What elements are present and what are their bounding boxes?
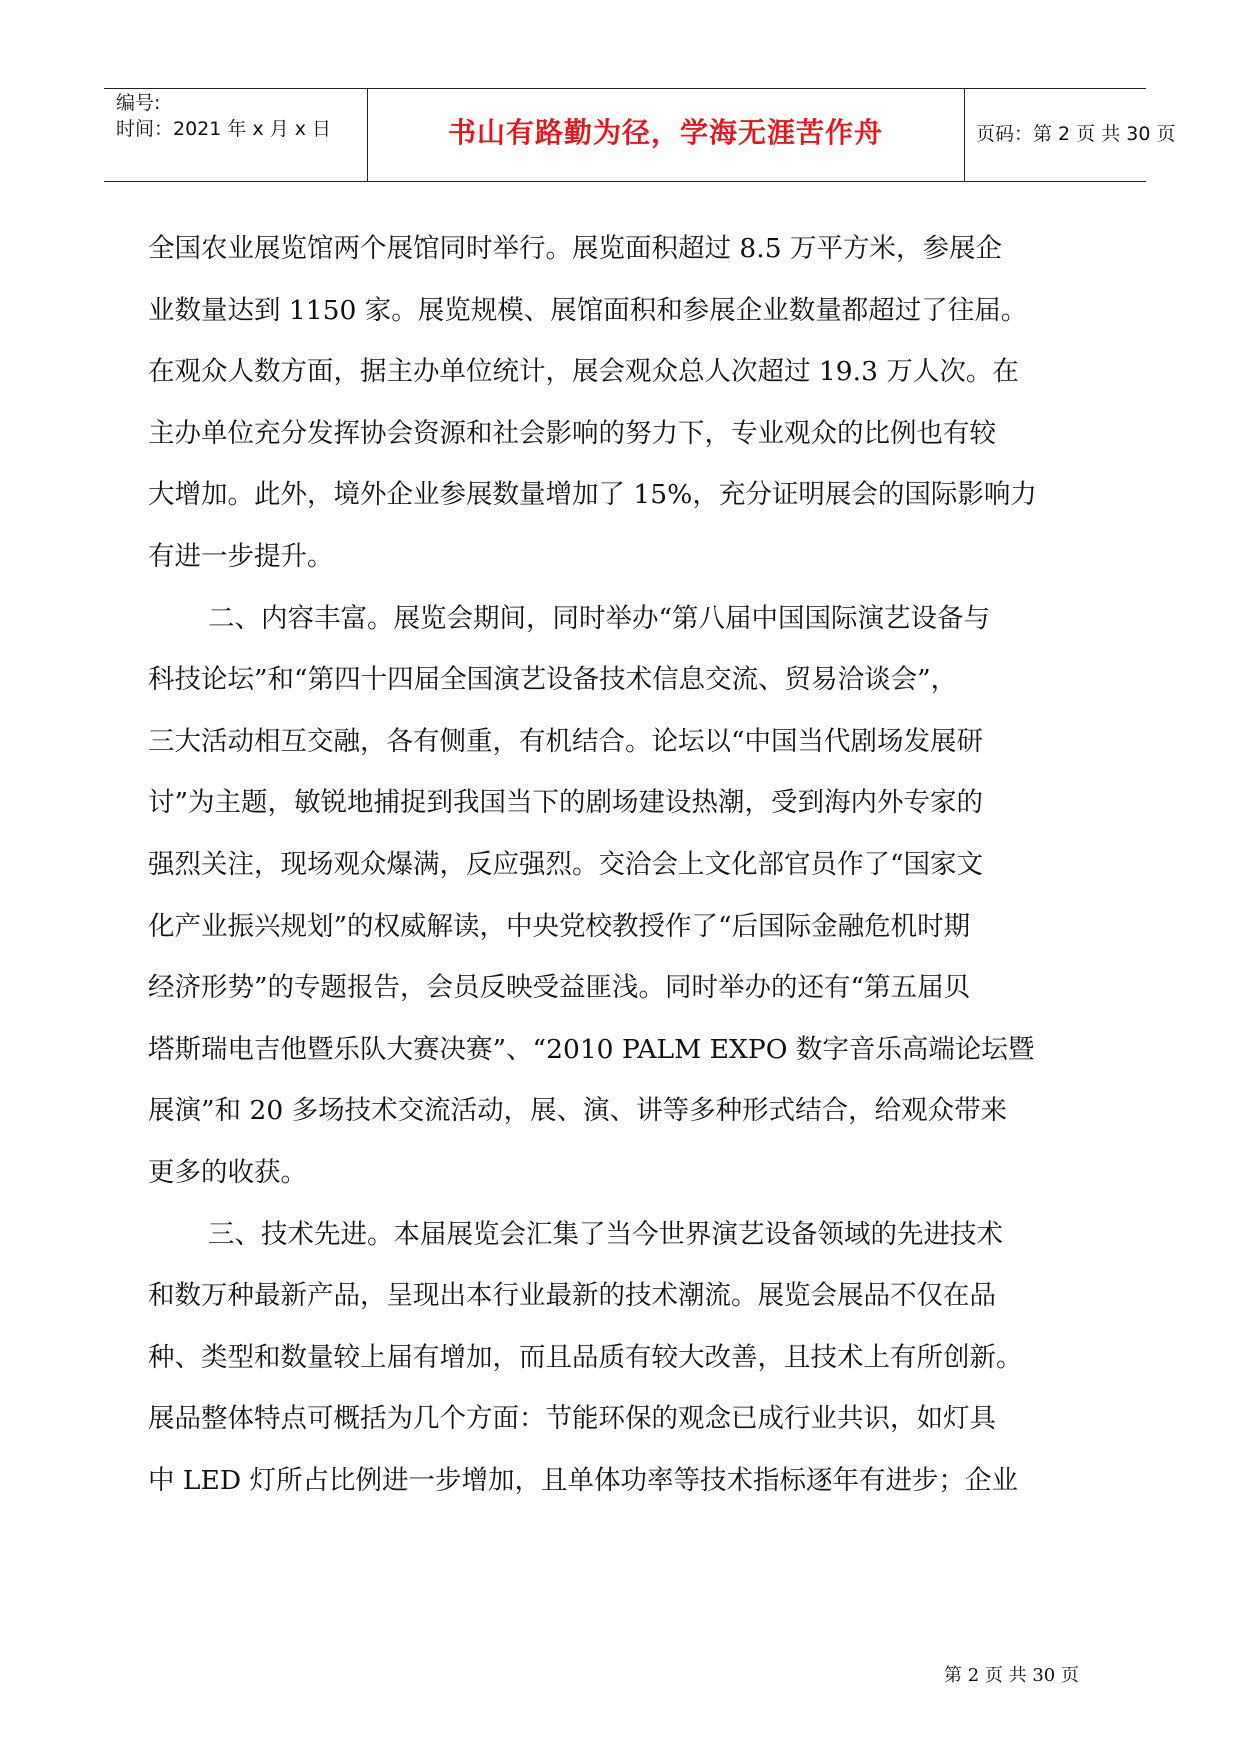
document-code-label: 编号: (116, 92, 161, 114)
paragraph-start-line: 三、技术先进。本届展览会汇集了当今世界演艺设备领域的先进技术 (208, 1218, 1003, 1250)
body-line: 展品整体特点可概括为几个方面：节能环保的观念已成行业共识，如灯具 (148, 1403, 996, 1435)
header-middle-cell (367, 89, 965, 181)
body-line: 化产业振兴规划”的权威解读，中央党校教授作了“后国际金融危机时期 (148, 910, 971, 942)
body-line: 主办单位充分发挥协会资源和社会影响的努力下，专业观众的比例也有较 (148, 417, 996, 449)
document-body (148, 218, 1108, 1511)
body-line: 中 LED 灯所占比例进一步增加，且单体功率等技术指标逐年有进步；企业 (148, 1464, 1019, 1496)
body-line: 经济形势”的专题报告，会员反映受益匪浅。同时举办的还有“第五届贝 (148, 972, 971, 1004)
paragraph-start-line: 二、内容丰富。展览会期间，同时举办“第八届中国国际演艺设备与 (208, 602, 991, 634)
body-line: 展演”和 20 多场技术交流活动，展、演、讲等多种形式结合，给观众带来 (148, 1095, 1008, 1127)
document-header (104, 88, 1176, 182)
header-motto: 书山有路勤为径，学海无涯苦作舟 (447, 116, 883, 149)
body-line: 和数万种最新产品，呈现出本行业最新的技术潮流。展览会展品不仅在品 (148, 1280, 996, 1312)
page-footer-number: 第 2 页 共 30 页 (944, 1665, 1079, 1686)
header-right-cell (964, 89, 1176, 181)
body-line: 有进一步提升。 (148, 540, 334, 572)
body-line: 科技论坛”和“第四十四届全国演艺设备技术信息交流、贸易洽谈会”， (148, 664, 958, 696)
body-line: 塔斯瑞电吉他暨乐队大赛决赛”、“2010 PALM EXPO 数字音乐高端论坛暨 (148, 1033, 1035, 1065)
body-line: 三大活动相互交融，各有侧重，有机结合。论坛以“中国当代剧场发展研 (148, 725, 984, 757)
body-line: 全国农业展览馆两个展馆同时举行。展览面积超过 8.5 万平方米，参展企 (148, 233, 1002, 264)
body-line: 讨”为主题，敏锐地捕捉到我国当下的剧场建设热潮，受到海内外专家的 (148, 787, 984, 819)
header-page-code: 页码：第 2 页 共 30 页 (976, 123, 1176, 145)
body-line: 种、类型和数量较上届有增加，而且品质有较大改善，且技术上有所创新。 (148, 1341, 1023, 1373)
body-line: 更多的收获。 (148, 1156, 307, 1188)
body-line: 业数量达到 1150 家。展览规模、展馆面积和参展企业数量都超过了往届。 (148, 294, 1028, 326)
body-line: 大增加。此外，境外企业参展数量增加了 15%，充分证明展会的国际影响力 (148, 479, 1037, 511)
document-time-label: 时间：2021 年 x 月 x 日 (116, 118, 332, 140)
body-line: 强烈关注，现场观众爆满，反应强烈。交洽会上文化部官员作了“国家文 (148, 848, 984, 880)
body-line: 在观众人数方面，据主办单位统计，展会观众总人次超过 19.3 万人次。在 (148, 356, 1019, 388)
header-left-cell (104, 89, 368, 181)
